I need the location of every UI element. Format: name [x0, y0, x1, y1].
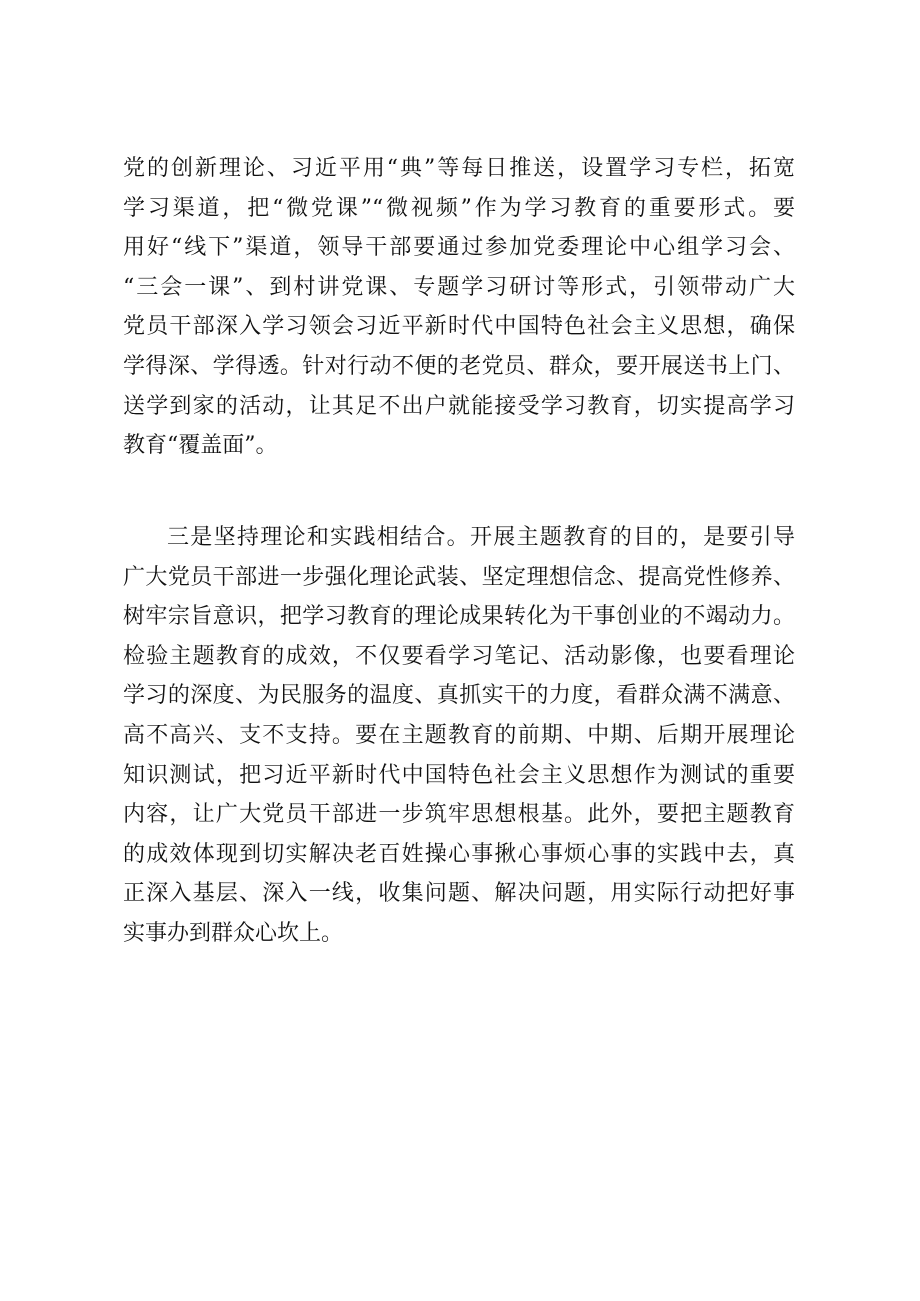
text-line: 学习渠道，把“微党课”“微视频”作为学习教育的重要形式。要 — [123, 195, 795, 221]
text-line: 实事办到群众心坎上。 — [123, 920, 344, 946]
text-line: 内容，让广大党员干部进一步筑牢思想根基。此外，要把主题教育 — [123, 802, 795, 828]
text-line: 的成效体现到切实解决老百姓操心事揪心事烦心事的实践中去，真 — [123, 841, 795, 867]
text-line: “三会一课”、到村讲党课、专题学习研讨等形式，引领带动广大 — [123, 274, 795, 300]
text-line: 知识测试，把习近平新时代中国特色社会主义思想作为测试的重要 — [123, 762, 795, 788]
text-line: 广大党员干部进一步强化理论武装、坚定理想信念、提高党性修养、 — [123, 564, 795, 590]
text-line: 高不高兴、支不支持。要在主题教育的前期、中期、后期开展理论 — [123, 722, 795, 748]
paragraph-continued — [123, 149, 795, 466]
text-line: 教育“覆盖面”。 — [123, 433, 278, 459]
text-line: 学得深、学得透。针对行动不便的老党员、群众，要开展送书上门、 — [123, 353, 795, 379]
text-line: 正深入基层、深入一线，收集问题、解决问题，用实际行动把好事 — [123, 881, 795, 907]
text-line: 树牢宗旨意识，把学习教育的理论成果转化为干事创业的不竭动力。 — [123, 604, 795, 630]
text-line: 检验主题教育的成效，不仅要看学习笔记、活动影像，也要看理论 — [123, 643, 795, 669]
paragraph-theory-practice — [123, 518, 795, 954]
text-line: 党员干部深入学习领会习近平新时代中国特色社会主义思想，确保 — [123, 314, 795, 340]
text-line: 三是坚持理论和实践相结合。开展主题教育的目的，是要引导 — [167, 525, 795, 550]
text-line: 党的创新理论、习近平用“典”等每日推送，设置学习专栏，拓宽 — [123, 156, 795, 181]
text-line: 学习的深度、为民服务的温度、真抓实干的力度，看群众满不满意、 — [123, 683, 795, 709]
text-line: 送学到家的活动，让其足不出户就能接受学习教育，切实提高学习 — [123, 393, 795, 419]
text-line: 用好“线下”渠道，领导干部要通过参加党委理论中心组学习会、 — [123, 235, 795, 261]
